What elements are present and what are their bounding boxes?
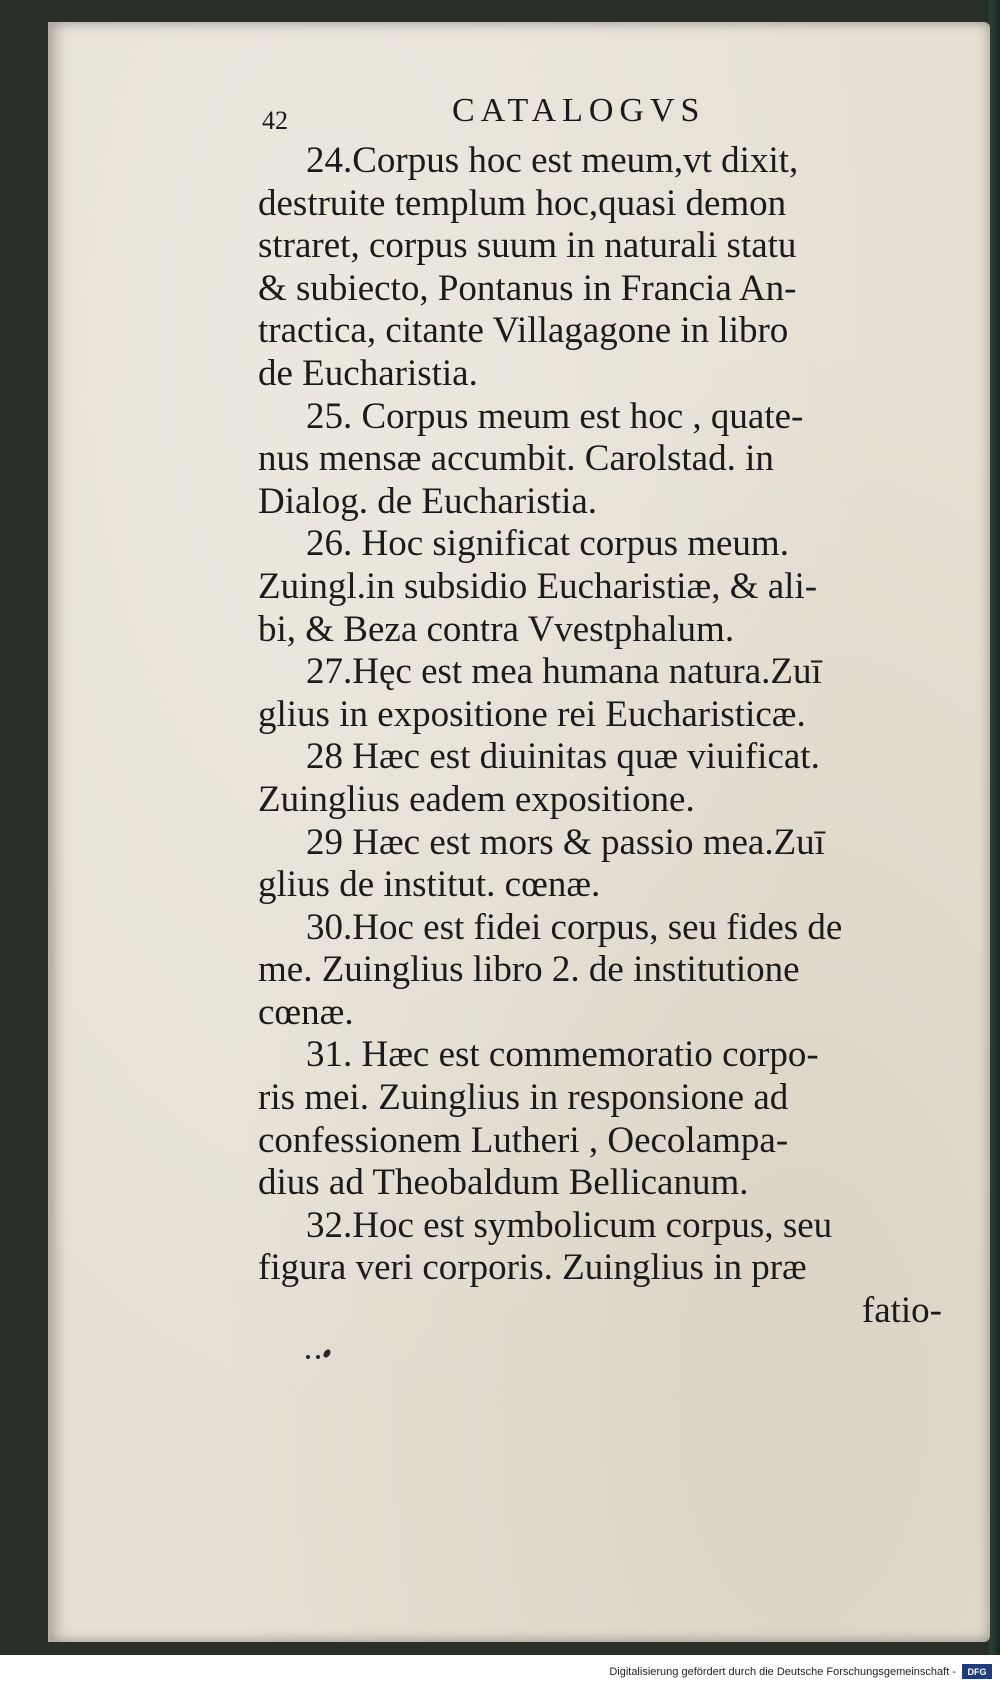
entry-29 [258,822,948,907]
entry-25 [258,396,948,524]
digitization-footer [0,1655,1000,1690]
text-line: 28 Hæc est diuinitas quæ viuificat. [306,736,820,778]
text-line: cœnæ. [258,991,354,1033]
text-line: glius in expositione rei Eucharisticæ. [258,693,806,735]
entry-32 [258,1205,948,1290]
text-line: nus mensæ accumbit. Carolstad. in [258,438,774,480]
text-line: 29 Hæc est mors & passio mea.Zuī [306,821,825,863]
text-line: 27.Hęc est mea humana natura.Zuī [306,651,822,693]
text-line: glius de institut. cœnæ. [258,864,601,906]
page-header [262,92,762,142]
page-number: 42 [262,106,288,135]
entry-27 [258,651,948,736]
entry-28 [258,736,948,821]
dfg-logo-icon: DFG [962,1664,992,1679]
text-line: & subiecto, Pontanus in Francia An- [258,267,797,309]
entry-31 [258,1034,948,1204]
text-line: de Eucharistia. [258,352,478,394]
text-line: tractica, citante Villagagone in libro [258,310,789,352]
text-line: 30.Hoc est fidei corpus, seu fides de [306,906,843,948]
funding-credit: Digitalisierung gefördert durch die Deutsche Forschungsgemeinschaft - [609,1666,956,1678]
running-title: CATALOGVS [452,92,706,129]
text-line: straret, corpus suum in naturali statu [258,225,797,267]
entry-30 [258,907,948,1035]
text-line: destruite templum hoc,quasi demon [258,182,787,224]
ink-mark [306,1345,334,1365]
text-line: ris mei. Zuinglius in responsione ad [258,1077,789,1119]
text-line: confessionem Lutheri , Oecolampa- [258,1119,789,1161]
text-line: figura veri corporis. Zuinglius in præ [258,1247,807,1289]
text-line: 32.Hoc est symbolicum corpus, seu [306,1204,833,1246]
text-line: 31. Hæc est commemoratio corpo- [306,1034,819,1076]
text-line: 25. Corpus meum est hoc , quate- [306,395,804,437]
entry-26 [258,523,948,651]
text-line: dius ad Theobaldum Bellicanum. [258,1162,749,1204]
text-line: 24.Corpus hoc est meum,vt dixit, [306,140,799,181]
text-line: Zuinglius eadem expositione. [258,778,695,820]
text-line: Dialog. de Eucharistia. [258,480,598,522]
text-line: me. Zuinglius libro 2. de institutione [258,949,800,991]
text-line: bi, & Beza contra Vvestphalum. [258,608,735,650]
page-text [258,140,948,1333]
catchword: fatio- [861,1290,942,1332]
text-line: Zuingl.in subsidio Eucharistiæ, & ali- [258,565,818,607]
text-line: 26. Hoc significat corpus meum. [306,523,789,565]
entry-24 [258,140,948,396]
